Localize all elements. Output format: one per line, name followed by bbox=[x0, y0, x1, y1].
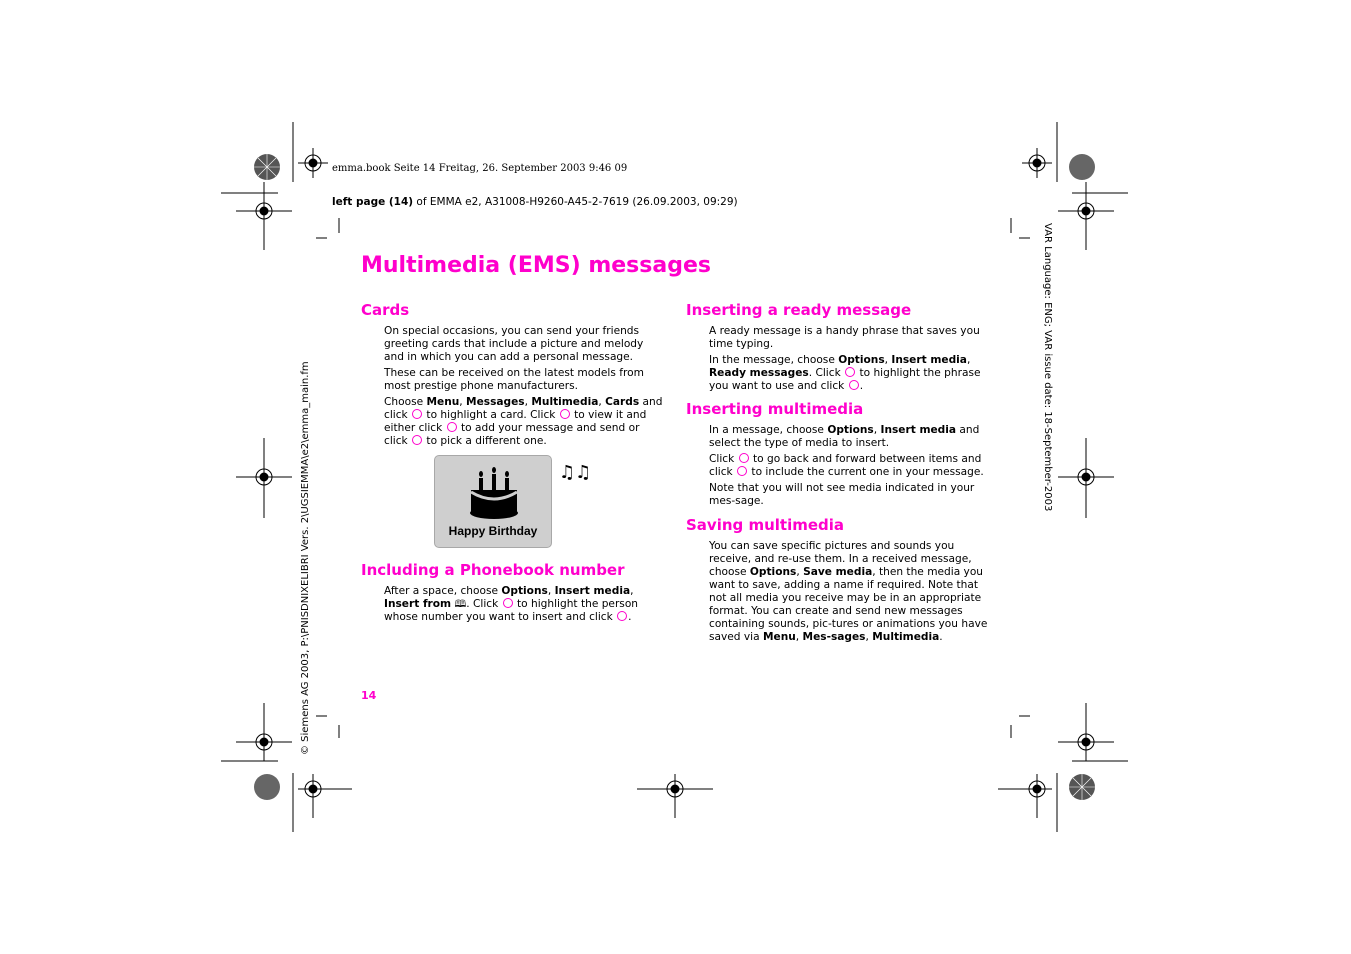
navigation-key-icon bbox=[503, 598, 513, 608]
cards-body bbox=[384, 325, 664, 451]
phonebook-icon: 🕮 bbox=[454, 599, 467, 610]
page-info-line bbox=[332, 196, 738, 208]
page-number: 14 bbox=[361, 689, 377, 702]
insert-multimedia-body bbox=[709, 424, 989, 511]
registration-mark-icon bbox=[1058, 703, 1114, 767]
insert-paragraph-3: Note that you will not see media indicated in your mes-sage. bbox=[709, 482, 975, 507]
page-info-bold: left page (14) bbox=[332, 196, 414, 208]
registration-mark-icon bbox=[236, 182, 292, 256]
copyright-side-text: © Siemens AG 2003, P:\PNISDNIXELIBRI Vers. 2\UGSIEMMA\e2\emma_main.fm bbox=[300, 361, 311, 755]
phonebook-heading: Including a Phonebook number bbox=[361, 561, 625, 579]
registration-mark-icon bbox=[637, 774, 713, 822]
saving-paragraph: You can save specific pictures and sounds you receive, and re-use them. In a received message, choose Options, Save media, then the media you want to save, adding a name if required. Note that not all media you receive may be in an appropriate format. You can create and send new messages containing sounds, pic-tures or animations you have saved via Menu, Mes-sages, Multimedia. bbox=[709, 540, 988, 643]
ready-message-body bbox=[709, 325, 989, 396]
softkey-icon bbox=[560, 409, 570, 419]
registration-mark-icon bbox=[1022, 148, 1052, 182]
registration-mark-icon bbox=[1058, 182, 1114, 256]
cards-paragraph-2: These can be received on the latest models from most prestige phone manufacturers. bbox=[384, 367, 644, 392]
color-wheel-icon bbox=[1068, 153, 1096, 185]
softkey-icon bbox=[849, 380, 859, 390]
phonebook-paragraph: After a space, choose Options, Insert media, Insert from 🕮. Click to highlight the person whose number you want to insert and click . bbox=[384, 585, 639, 623]
registration-mark-icon bbox=[236, 703, 292, 767]
registration-mark-icon bbox=[298, 148, 328, 182]
cards-heading: Cards bbox=[361, 301, 410, 319]
ready-paragraph-2: In the message, choose Options, Insert media, Ready messages. Click to highlight the phrase you want to use and click . bbox=[709, 354, 981, 392]
greeting-card-image bbox=[434, 455, 552, 548]
registration-mark-icon bbox=[236, 438, 292, 522]
registration-mark-icon bbox=[1058, 438, 1114, 522]
page-info-rest: of EMMA e2, A31008-H9260-A45-2-7619 (26.09.2003, 09:29) bbox=[413, 196, 738, 208]
navigation-key-icon bbox=[845, 367, 855, 377]
registration-mark-icon bbox=[998, 774, 1052, 822]
color-wheel-icon bbox=[253, 153, 281, 185]
saving-multimedia-heading: Saving multimedia bbox=[686, 516, 845, 534]
navigation-key-icon bbox=[739, 453, 749, 463]
color-wheel-icon bbox=[253, 773, 281, 805]
birthday-cake-icon bbox=[435, 456, 551, 522]
softkey-icon bbox=[447, 422, 457, 432]
softkey-icon bbox=[617, 611, 627, 621]
file-info-line: emma.book Seite 14 Freitag, 26. September 2003 9:46 09 bbox=[332, 163, 628, 174]
phonebook-body bbox=[384, 585, 664, 627]
music-notes-icon: ♫♫ bbox=[559, 462, 592, 483]
softkey-icon bbox=[412, 435, 422, 445]
ready-message-heading: Inserting a ready message bbox=[686, 301, 912, 319]
cards-paragraph-3: Choose Menu, Messages, Multimedia, Cards and click to highlight a card. Click to view it and either click to add your message and send or click to pick a different one. bbox=[384, 396, 663, 447]
insert-multimedia-heading: Inserting multimedia bbox=[686, 400, 864, 418]
issue-side-text: VAR Language: ENG; VAR issue date: 18-September-2003 bbox=[1042, 223, 1053, 512]
cards-paragraph-1: On special occasions, you can send your friends greeting cards that include a picture and melody and in which you can add a personal message. bbox=[384, 325, 644, 363]
insert-paragraph-1: In a message, choose Options, Insert media and select the type of media to insert. bbox=[709, 424, 980, 449]
color-wheel-icon bbox=[1068, 773, 1096, 805]
ready-paragraph-1: A ready message is a handy phrase that saves you time typing. bbox=[709, 325, 980, 350]
page-title: Multimedia (EMS) messages bbox=[361, 253, 711, 278]
softkey-icon bbox=[737, 466, 747, 476]
navigation-key-icon bbox=[412, 409, 422, 419]
card-label: Happy Birthday bbox=[448, 524, 538, 538]
saving-multimedia-body bbox=[709, 540, 989, 647]
insert-paragraph-2: Click to go back and forward between items and click to include the current one in your message. bbox=[709, 453, 984, 478]
registration-mark-icon bbox=[298, 774, 352, 822]
